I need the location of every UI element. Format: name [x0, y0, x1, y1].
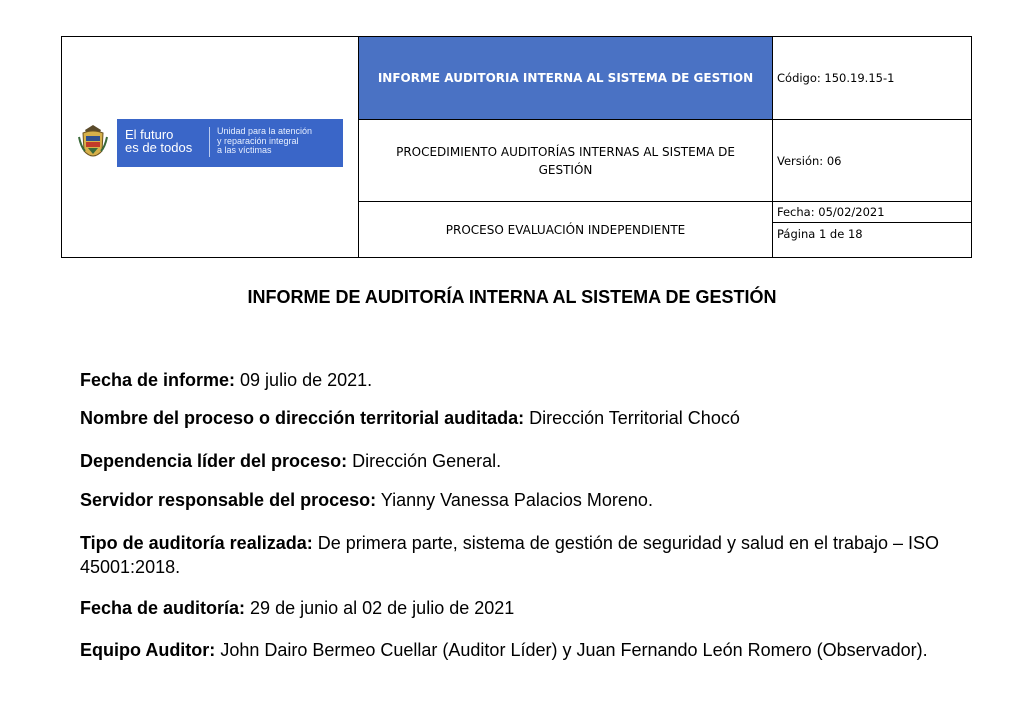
logo-divider: [209, 127, 210, 157]
field-label: Nombre del proceso o dirección territorial auditada:: [80, 408, 525, 428]
institution-logo: [69, 119, 343, 167]
field-audit-team: [80, 638, 960, 662]
colombia-coat-of-arms-icon: [71, 121, 115, 165]
field-audited-process: [80, 406, 960, 430]
field-label: Fecha de informe:: [80, 370, 236, 390]
field-lead-dependency: [80, 449, 960, 473]
field-value: Dirección General.: [347, 451, 502, 471]
field-value: Yianny Vanessa Palacios Moreno.: [376, 490, 653, 510]
field-label: Equipo Auditor:: [80, 640, 216, 660]
logo-unit-name: Unidad para la atención y reparación integral a las víctimas: [217, 126, 313, 155]
field-label: Fecha de auditoría:: [80, 598, 246, 618]
field-audit-date: [80, 596, 960, 620]
page-number: Página 1 de 18: [777, 227, 863, 241]
field-label: Tipo de auditoría realizada:: [80, 533, 313, 553]
report-title-cell: INFORME AUDITORIA INTERNA AL SISTEMA DE GESTION: [359, 37, 772, 119]
logo-slogan: El futuro es de todos: [125, 127, 193, 155]
field-label: Dependencia líder del proceso:: [80, 451, 348, 471]
field-audit-type: [80, 531, 960, 579]
field-value: De primera parte, sistema de gestión de seguridad y salud en el trabajo – ISO 45001:2018.: [80, 533, 940, 577]
field-value: 29 de junio al 02 de julio de 2021: [245, 598, 515, 618]
field-label: Servidor responsable del proceso:: [80, 490, 377, 510]
document-title: INFORME DE AUDITORÍA INTERNA AL SISTEMA DE GESTIÓN: [247, 287, 777, 307]
process-name: PROCESO EVALUACIÓN INDEPENDIENTE: [445, 223, 686, 237]
field-value: Dirección Territorial Chocó: [524, 408, 740, 428]
field-value: 09 julio de 2021.: [235, 370, 373, 390]
procedure-name: PROCEDIMIENTO AUDITORÍAS INTERNAS AL SISTEMA DE GESTIÓN: [396, 144, 735, 177]
field-value: John Dairo Bermeo Cuellar (Auditor Líder) y Juan Fernando León Romero (Observador).: [215, 640, 928, 660]
document-version: Versión: 06: [777, 153, 842, 168]
field-report-date: [80, 368, 960, 392]
field-responsible-servant: [80, 488, 960, 512]
document-date: Fecha: 05/02/2021: [777, 205, 885, 219]
document-code: Código: 150.19.15-1: [777, 71, 895, 85]
